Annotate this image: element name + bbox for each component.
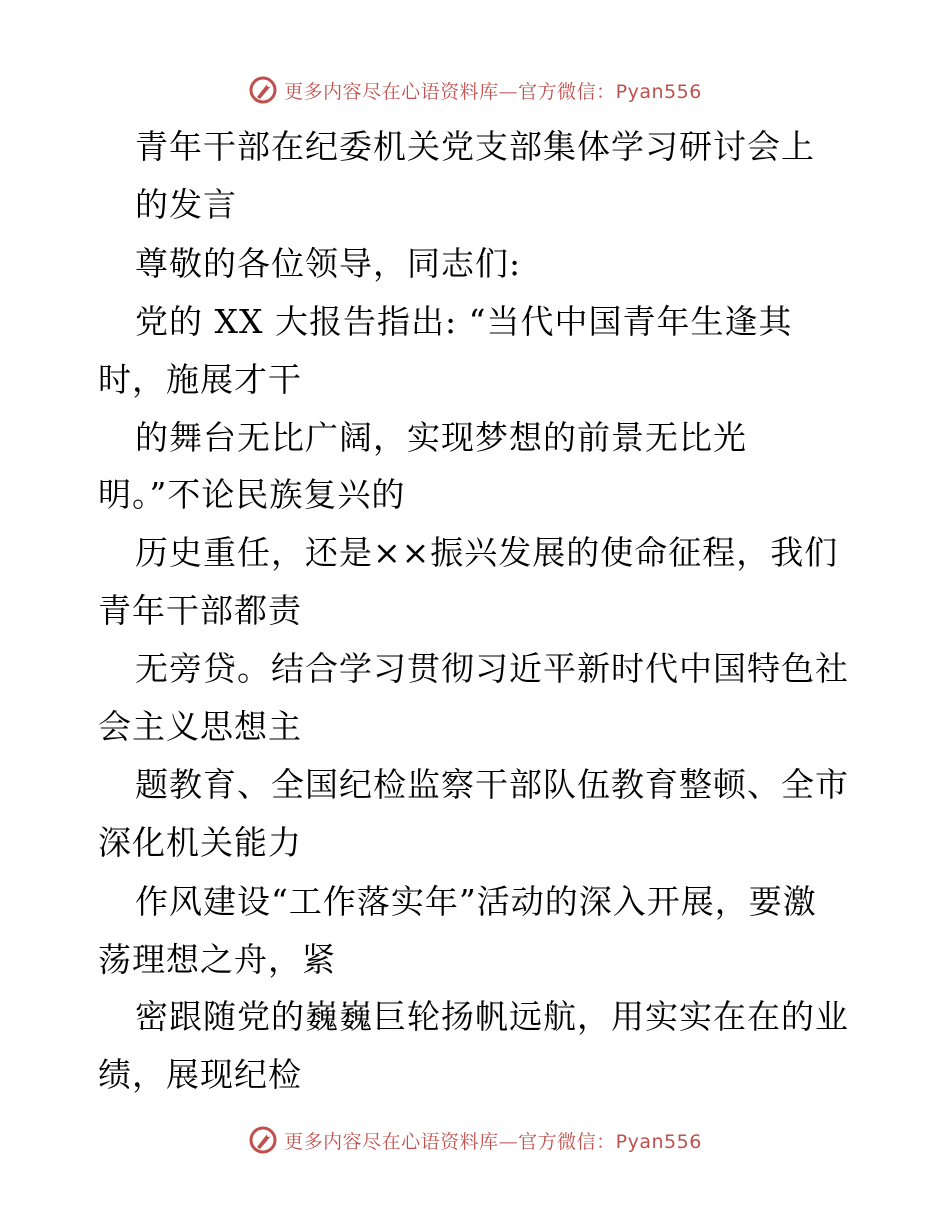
paragraph-line: 深化机关能力	[98, 823, 302, 862]
footer-watermark-banner	[0, 1120, 950, 1160]
paragraph-line: 会主义思想主	[98, 707, 302, 746]
paragraph-line: 题教育、全国纪检监察干部队伍教育整顿、全市	[135, 765, 849, 804]
document-title-line-2: 的发言	[135, 185, 237, 224]
salutation-line: 尊敬的各位领导，同志们:	[135, 244, 522, 283]
paragraph-line: 密跟随党的巍巍巨轮扬帆远航，用实实在在的业	[135, 997, 849, 1036]
watermark-site-name: 更多内容尽在心语资料库	[284, 80, 499, 103]
watermark-text	[284, 1127, 702, 1154]
paragraph-line: 荡理想之舟，紧	[98, 940, 336, 979]
paragraph-line: 的舞台无比广阔，实现梦想的前景无比光	[135, 418, 747, 457]
paragraph-line: 明。”不论民族复兴的	[98, 475, 406, 514]
paragraph-line: 作风建设“工作落实年”活动的深入开展，要激	[135, 882, 817, 921]
paragraph-line: 青年干部都责	[98, 591, 302, 630]
paragraph-line: 历史重任，还是××振兴发展的使命征程，我们	[135, 533, 839, 572]
paragraph-line: 无旁贷。结合学习贯彻习近平新时代中国特色社	[135, 649, 849, 688]
paragraph-line: 绩，展现纪检	[98, 1055, 302, 1094]
paragraph-line: 时，施展才干	[98, 360, 302, 399]
document-title-line-1: 青年干部在纪委机关党支部集体学习研讨会上	[135, 127, 815, 166]
watermark-dash: —	[498, 1130, 519, 1153]
watermark-site-name: 更多内容尽在心语资料库	[284, 1130, 499, 1153]
paragraph-line: 党的 XX 大报告指出: “当代中国青年生逢其	[135, 302, 793, 341]
watermark-wechat: 官方微信：Pyan556	[518, 1130, 702, 1153]
pen-nib-logo-icon	[248, 1125, 278, 1155]
watermark-wechat: 官方微信：Pyan556	[518, 80, 702, 103]
watermark-dash: —	[498, 80, 519, 103]
